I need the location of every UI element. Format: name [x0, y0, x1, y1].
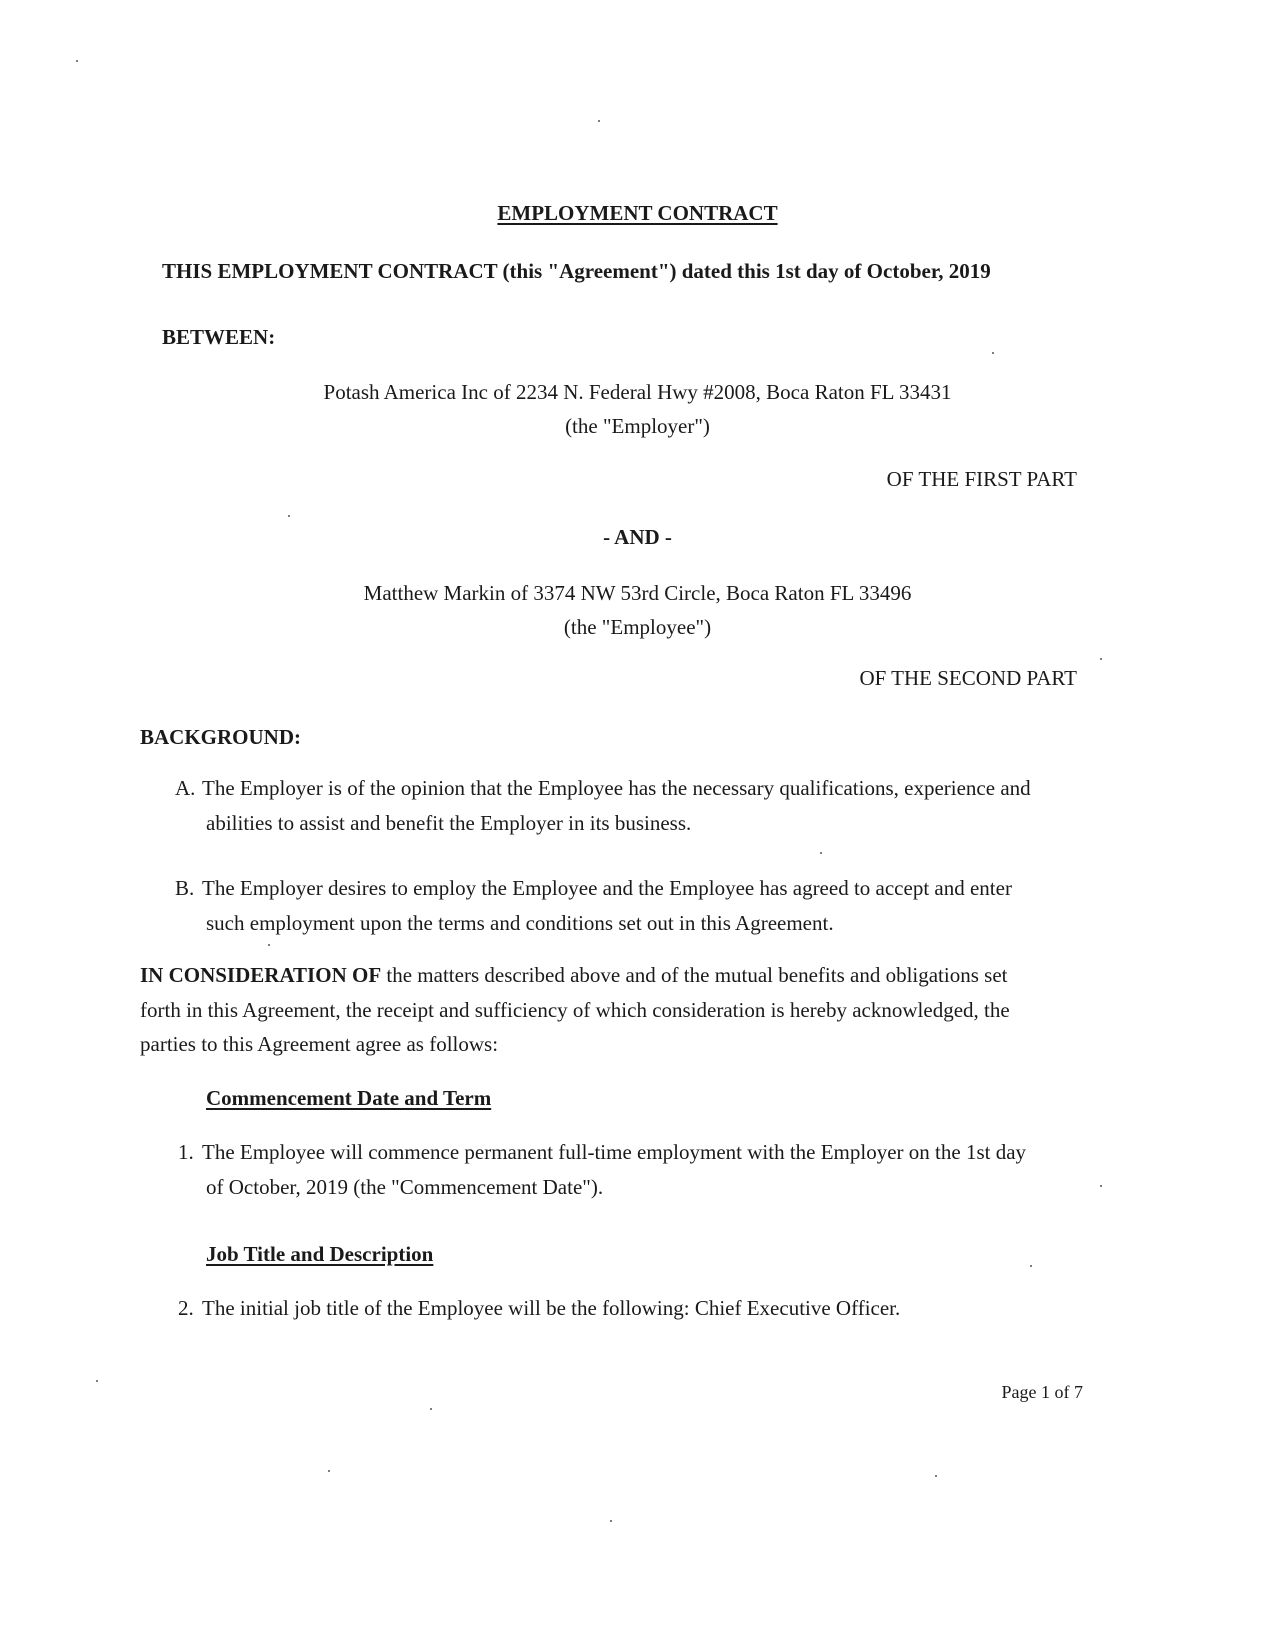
- and-label: - AND -: [603, 525, 672, 549]
- clause-text-line1: The Employee will commence permanent full-time employment with the Employer on the 1st day: [202, 1140, 1027, 1164]
- section-heading-commencement: Commencement Date and Term: [206, 1086, 492, 1110]
- consideration-lead: IN CONSIDERATION OF: [140, 963, 382, 987]
- item-label: B.: [175, 876, 195, 900]
- item-text-line2: abilities to assist and benefit the Employer in its business.: [206, 811, 692, 835]
- clause-1: [178, 1135, 1098, 1205]
- item-text-line2: such employment upon the terms and conditions set out in this Agreement.: [206, 911, 834, 935]
- scan-speck: [1030, 1265, 1032, 1267]
- background-item-b: [175, 871, 1095, 941]
- scan-speck: [96, 1380, 98, 1382]
- clause-2: [178, 1291, 1098, 1326]
- page-number: Page 1 of 7: [1001, 1382, 1083, 1402]
- scan-speck: [1100, 1185, 1102, 1187]
- clause-text-line2: of October, 2019 (the "Commencement Date").: [206, 1175, 604, 1199]
- clause-text-line1: The initial job title of the Employee will be the following: Chief Executive Officer.: [202, 1296, 901, 1320]
- employee-role: (the "Employee"): [563, 615, 712, 639]
- employee-line: Matthew Markin of 3374 NW 53rd Circle, Boca Raton FL 33496: [363, 581, 912, 605]
- scan-speck: [288, 515, 290, 517]
- preamble: THIS EMPLOYMENT CONTRACT (this "Agreement") dated this 1st day of October, 2019: [162, 259, 991, 283]
- item-text-line1: The Employer desires to employ the Employee and the Employee has agreed to accept and enter: [202, 876, 1012, 900]
- scan-speck: [430, 1408, 432, 1410]
- item-label: A.: [175, 776, 196, 800]
- employer-part: OF THE FIRST PART: [886, 467, 1077, 491]
- employer-line: Potash America Inc of 2234 N. Federal Hwy #2008, Boca Raton FL 33431: [323, 380, 952, 404]
- scan-speck: [598, 120, 600, 122]
- employer-role: (the "Employer"): [565, 414, 710, 438]
- between-label: BETWEEN:: [162, 325, 276, 349]
- scan-speck: [328, 1470, 330, 1472]
- document-title: EMPLOYMENT CONTRACT: [497, 201, 778, 225]
- background-item-a: [175, 771, 1095, 841]
- section-heading-job-title: Job Title and Description: [206, 1242, 434, 1266]
- scan-speck: [1100, 658, 1102, 660]
- background-heading: BACKGROUND:: [140, 725, 301, 749]
- employee-part: OF THE SECOND PART: [859, 666, 1077, 690]
- consideration-line2: forth in this Agreement, the receipt and sufficiency of which consideration is hereby acknowledged, the: [140, 998, 1010, 1022]
- scan-speck: [76, 60, 78, 62]
- scan-speck: [992, 352, 994, 354]
- consideration-line1: [140, 958, 1007, 993]
- clause-label: 1.: [178, 1140, 194, 1164]
- clause-label: 2.: [178, 1296, 194, 1320]
- scan-speck: [935, 1475, 937, 1477]
- scan-speck: [268, 944, 270, 946]
- scan-speck: [820, 852, 822, 854]
- scan-speck: [610, 1520, 612, 1522]
- consideration-line1-rest: the matters described above and of the mutual benefits and obligations set: [381, 963, 1008, 987]
- item-text-line1: The Employer is of the opinion that the Employee has the necessary qualifications, experience and: [202, 776, 1031, 800]
- consideration-line3: parties to this Agreement agree as follows:: [140, 1032, 499, 1056]
